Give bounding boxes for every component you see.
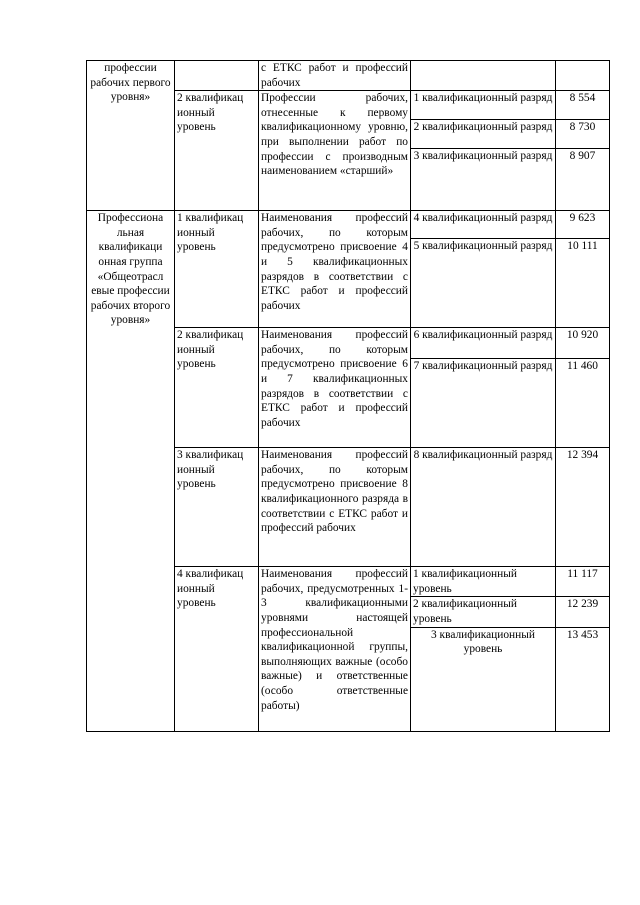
grade-cell: 4 квалификационный разряд bbox=[411, 211, 556, 239]
salary-cell: 10 920 bbox=[556, 328, 610, 359]
description-cell: с ЕТКС работ и профессий рабочих bbox=[259, 61, 411, 91]
description-cell: Наименования профессий рабочих, предусмотренных 1-3 квалификационными уровнями настоящей профессиональной квалификационной группы, выполняющих важные (особо важные) и ответственные (особо ответственные работы) bbox=[259, 567, 411, 731]
salary-cell: 12 394 bbox=[556, 448, 610, 567]
description-cell: Наименования профессий рабочих, по которым предусмотрено присвоение 6 и 7 квалификационных разрядов в соответствии с ЕТКС работ и профессий рабочих bbox=[259, 328, 411, 448]
salary-cell: 13 453 bbox=[556, 627, 610, 731]
salary-table bbox=[86, 60, 610, 732]
salary-cell: 9 623 bbox=[556, 211, 610, 239]
level-cell: 1 квалификац ионный уровень bbox=[175, 211, 259, 328]
salary-cell: 8 554 bbox=[556, 91, 610, 120]
description-cell: Профессии рабочих, отнесенные к первому квалификационному уровню, при выполнении работ по профессии с производным наименованием «старший» bbox=[259, 91, 411, 211]
grade-cell: 2 квалификационный разряд bbox=[411, 120, 556, 149]
salary-cell: 10 111 bbox=[556, 239, 610, 328]
salary-cell: 8 730 bbox=[556, 120, 610, 149]
description-cell: Наименования профессий рабочих, по которым предусмотрено присвоение 8 квалификационного разряда в соответствии с ЕТКС работ и профессий рабочих bbox=[259, 448, 411, 567]
salary-cell: 11 460 bbox=[556, 359, 610, 448]
grade-cell: 6 квалификационный разряд bbox=[411, 328, 556, 359]
group-name-cell: Профессиона льная квалификаци онная группа «Общеотрасл евые профессии рабочих второго уровня» bbox=[87, 211, 175, 731]
description-cell: Наименования профессий рабочих, по которым предусмотрено присвоение 4 и 5 квалификационных разрядов в соответствии с ЕТКС работ и профессий рабочих bbox=[259, 211, 411, 328]
grade-cell: 3 квалификационный уровень bbox=[411, 627, 556, 731]
salary-cell: 12 239 bbox=[556, 597, 610, 627]
group-name-cell: профессии рабочих первого уровня» bbox=[87, 61, 175, 211]
grade-cell bbox=[411, 61, 556, 91]
table-row bbox=[87, 211, 610, 239]
grade-cell: 1 квалификационный разряд bbox=[411, 91, 556, 120]
grade-cell: 1 квалификационный уровень bbox=[411, 567, 556, 597]
grade-cell: 5 квалификационный разряд bbox=[411, 239, 556, 328]
grade-cell: 3 квалификационный разряд bbox=[411, 149, 556, 211]
salary-cell: 8 907 bbox=[556, 149, 610, 211]
grade-cell: 2 квалификационный уровень bbox=[411, 597, 556, 627]
salary-cell: 11 117 bbox=[556, 567, 610, 597]
level-cell: 2 квалификац ионный уровень bbox=[175, 91, 259, 211]
level-cell: 3 квалификац ионный уровень bbox=[175, 448, 259, 567]
level-cell: 4 квалификац ионный уровень bbox=[175, 567, 259, 731]
salary-cell bbox=[556, 61, 610, 91]
level-cell bbox=[175, 61, 259, 91]
grade-cell: 7 квалификационный разряд bbox=[411, 359, 556, 448]
grade-cell: 8 квалификационный разряд bbox=[411, 448, 556, 567]
level-cell: 2 квалификац ионный уровень bbox=[175, 328, 259, 448]
table-row bbox=[87, 61, 610, 91]
